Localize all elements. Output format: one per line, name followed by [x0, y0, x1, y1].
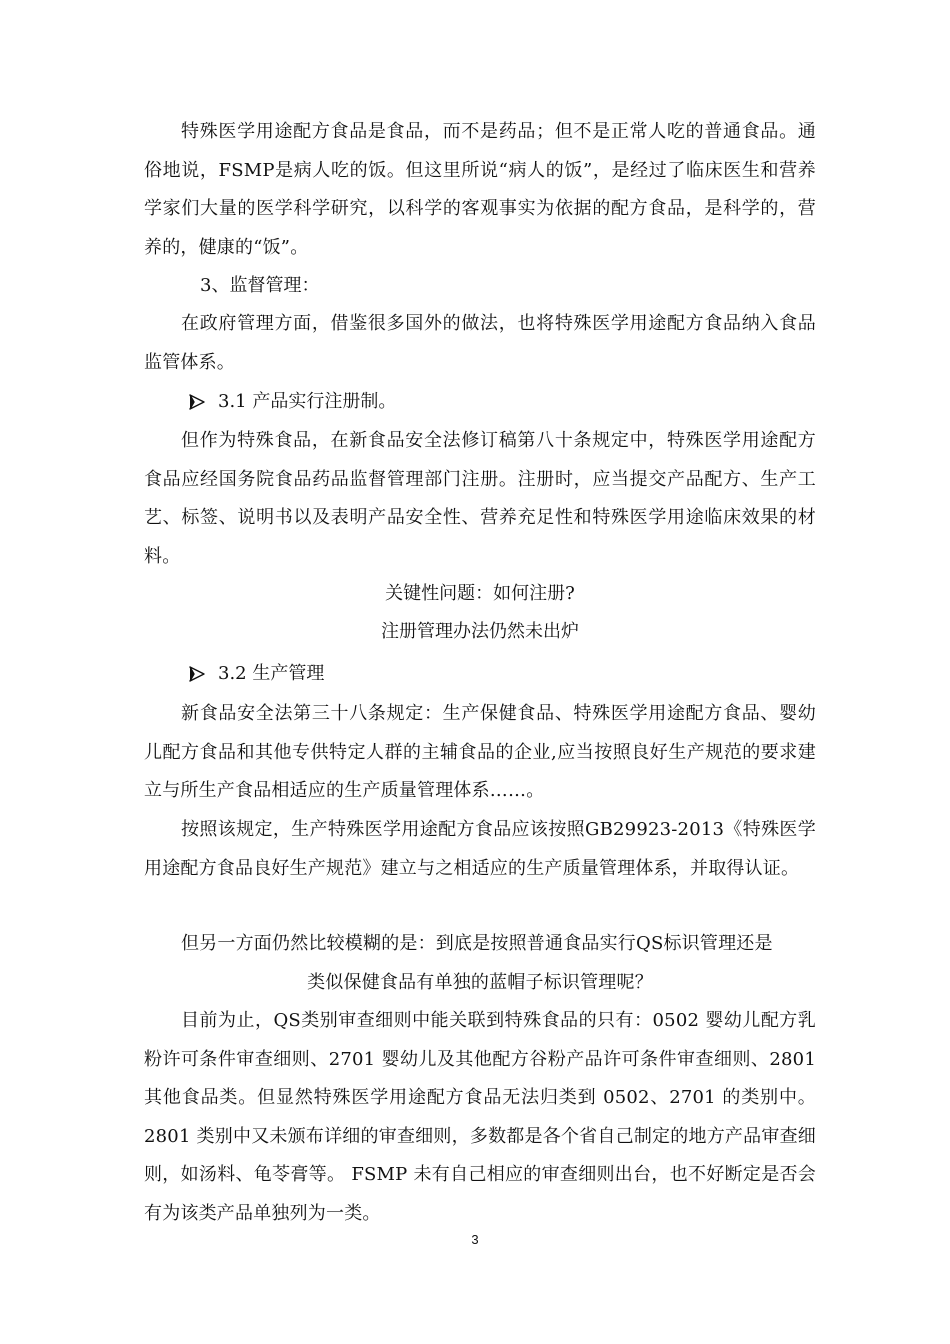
paragraph-fsmp-definition: 特殊医学用途配方食品是食品，而不是药品；但不是正常人吃的普通食品。通俗地说，FSMP是病人吃的饭。但这里所说“病人的饭”，是经过了临床医生和营养学家们大量的医学科学研究，以科学的客观事实为依据的配方食品，是科学的，营养的，健康的“饭”。	[144, 121, 816, 258]
page-number: 3	[471, 1232, 479, 1247]
bullet-registration	[188, 383, 396, 421]
bullet-production	[188, 655, 324, 693]
arrow-bullet-icon	[188, 665, 206, 683]
paragraph-government-management: 在政府管理方面，借鉴很多国外的做法，也将特殊医学用途配方食品纳入食品监管体系。	[144, 313, 816, 373]
paragraph-qs-categories: 目前为止，QS类别审查细则中能关联到特殊食品的只有：0502 婴幼儿配方乳粉许可条件审查细则、2701 婴幼儿及其他配方谷粉产品许可条件审查细则、2801 其他食品类。但显然特殊医学用途配方食品无法归类到 0502、2701 的类别中。2801 类别中又未颁布详细的审查细则，多数都是各个省自己制定的地方产品审查细则，如汤料、龟苓膏等。 FSMP 未有自己相应的审查细则出台，也不好断定是否会有为该类产品单独列为一类。	[144, 1010, 816, 1224]
paragraph-qs-question	[144, 925, 816, 1002]
paragraph-food-safety-law-38: 新食品安全法第三十八条规定：生产保健食品、特殊医学用途配方食品、婴幼儿配方食品和其他专供特定人群的主辅食品的企业,应当按照良好生产规范的要求建立与所生产食品相适应的生产质量管理体系……。	[144, 703, 816, 801]
arrow-bullet-icon	[188, 393, 206, 411]
paragraph-gmp-standard: 按照该规定，生产特殊医学用途配方食品应该按照GB29923-2013《特殊医学用途配方食品良好生产规范》建立与之相适应的生产质量管理体系，并取得认证。	[144, 819, 816, 879]
paragraph-registration-requirement: 但作为特殊食品，在新食品安全法修订稿第八十条规定中，特殊医学用途配方食品应经国务院食品药品监督管理部门注册。注册时，应当提交产品配方、生产工艺、标签、说明书以及表明产品安全性、营养充足性和特殊医学用途临床效果的材料。	[144, 430, 816, 567]
bullet-registration-label: 3.1 产品实行注册制。	[218, 391, 397, 412]
section-heading-supervision: 3、监督管理：	[200, 275, 320, 296]
key-question-answer: 注册管理办法仍然未出炉	[381, 621, 579, 642]
qs-question-line2: 类似保健食品有单独的蓝帽子标识管理呢？	[307, 971, 653, 993]
bullet-production-label: 3.2 生产管理	[218, 663, 325, 684]
qs-question-line1: 但另一方面仍然比较模糊的是：到底是按照普通食品实行QS标识管理还是	[181, 933, 773, 954]
key-question: 关键性问题：如何注册?	[385, 583, 575, 604]
